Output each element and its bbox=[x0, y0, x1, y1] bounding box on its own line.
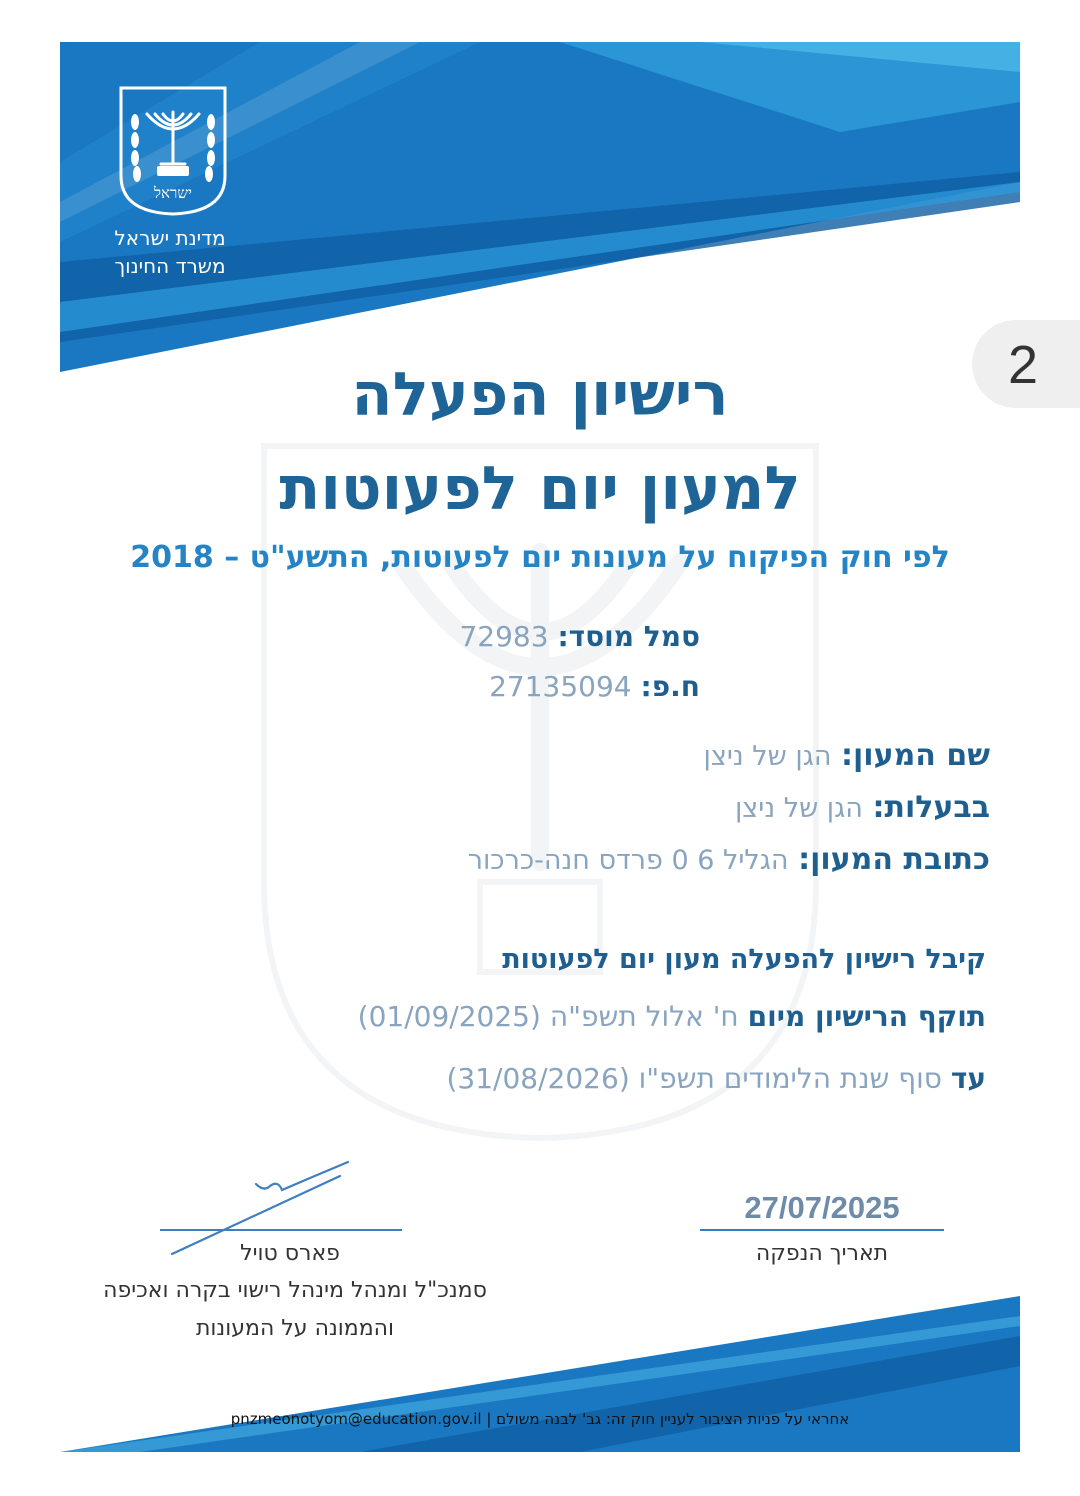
institution-code-label: סמל מוסד: bbox=[557, 620, 700, 653]
license-received bbox=[502, 944, 986, 975]
signatory-role-line1: סמנכ"ל ומנהל מינהל רישוי בקרה ואכיפה bbox=[103, 1278, 487, 1303]
license-received-text: קיבל רישיון להפעלה מעון יום לפעוטות bbox=[502, 944, 986, 975]
company-number-label: ח.פ: bbox=[640, 670, 700, 703]
daycare-name-label: שם המעון: bbox=[841, 738, 990, 773]
daycare-name-value: הגן של ניצן bbox=[703, 741, 832, 772]
daycare-address-value: הגליל 6 0 פרדס חנה-כרכור bbox=[467, 845, 789, 876]
footer-contact: אחראי על פניות הציבור לעניין חוק זה: גב' לבנה משולם | pnzmeonotyom@education.gov.il bbox=[230, 1410, 850, 1428]
license-until-label: עד bbox=[950, 1062, 986, 1095]
document-title-line1: רישיון הפעלה bbox=[351, 360, 729, 430]
license-until-value: סוף שנת הלימודים תשפ"ו (31/08/2026) bbox=[446, 1062, 942, 1095]
company-number-value: 27135094 bbox=[489, 670, 632, 703]
page-number: 2 bbox=[1008, 335, 1039, 395]
issue-date-label: תאריך הנפקה bbox=[755, 1241, 889, 1266]
license-validity bbox=[358, 1000, 986, 1033]
page-number-tab bbox=[972, 320, 1080, 408]
signatory-name: פארס טויל bbox=[240, 1241, 340, 1266]
ministry-name: משרד החינוך bbox=[114, 254, 226, 278]
state-name: מדינת ישראל bbox=[114, 226, 226, 250]
daycare-name bbox=[703, 738, 990, 773]
signature-line bbox=[160, 1229, 402, 1231]
license-until bbox=[446, 1062, 986, 1095]
document-subtitle: לפי חוק הפיקוח על מעונות יום לפעוטות, התשע"ט – 2018 bbox=[130, 540, 950, 575]
license-validity-value: ח' אלול תשפ"ה (01/09/2025) bbox=[357, 1000, 739, 1033]
company-number bbox=[489, 670, 700, 703]
daycare-address bbox=[468, 842, 990, 877]
institution-code-value: 72983 bbox=[459, 620, 549, 653]
license-validity-label: תוקף הרישיון מיום bbox=[747, 1000, 986, 1033]
state-emblem bbox=[117, 84, 229, 218]
daycare-owner bbox=[735, 790, 990, 825]
footer-banner bbox=[60, 1296, 1020, 1452]
daycare-owner-label: בבעלות: bbox=[872, 790, 990, 825]
daycare-owner-value: הגן של ניצן bbox=[734, 793, 863, 824]
document-title-line2: למעון יום לפעוטות bbox=[279, 454, 801, 524]
daycare-address-label: כתובת המעון: bbox=[798, 842, 990, 877]
issue-date: 27/07/2025 bbox=[744, 1190, 900, 1225]
license-document bbox=[60, 42, 1020, 1452]
issue-date-line bbox=[700, 1229, 944, 1231]
institution-code bbox=[459, 620, 700, 653]
emblem-inscription: ישראל bbox=[154, 184, 192, 202]
signatory-role-line2: והממונה על המעונות bbox=[195, 1316, 395, 1341]
